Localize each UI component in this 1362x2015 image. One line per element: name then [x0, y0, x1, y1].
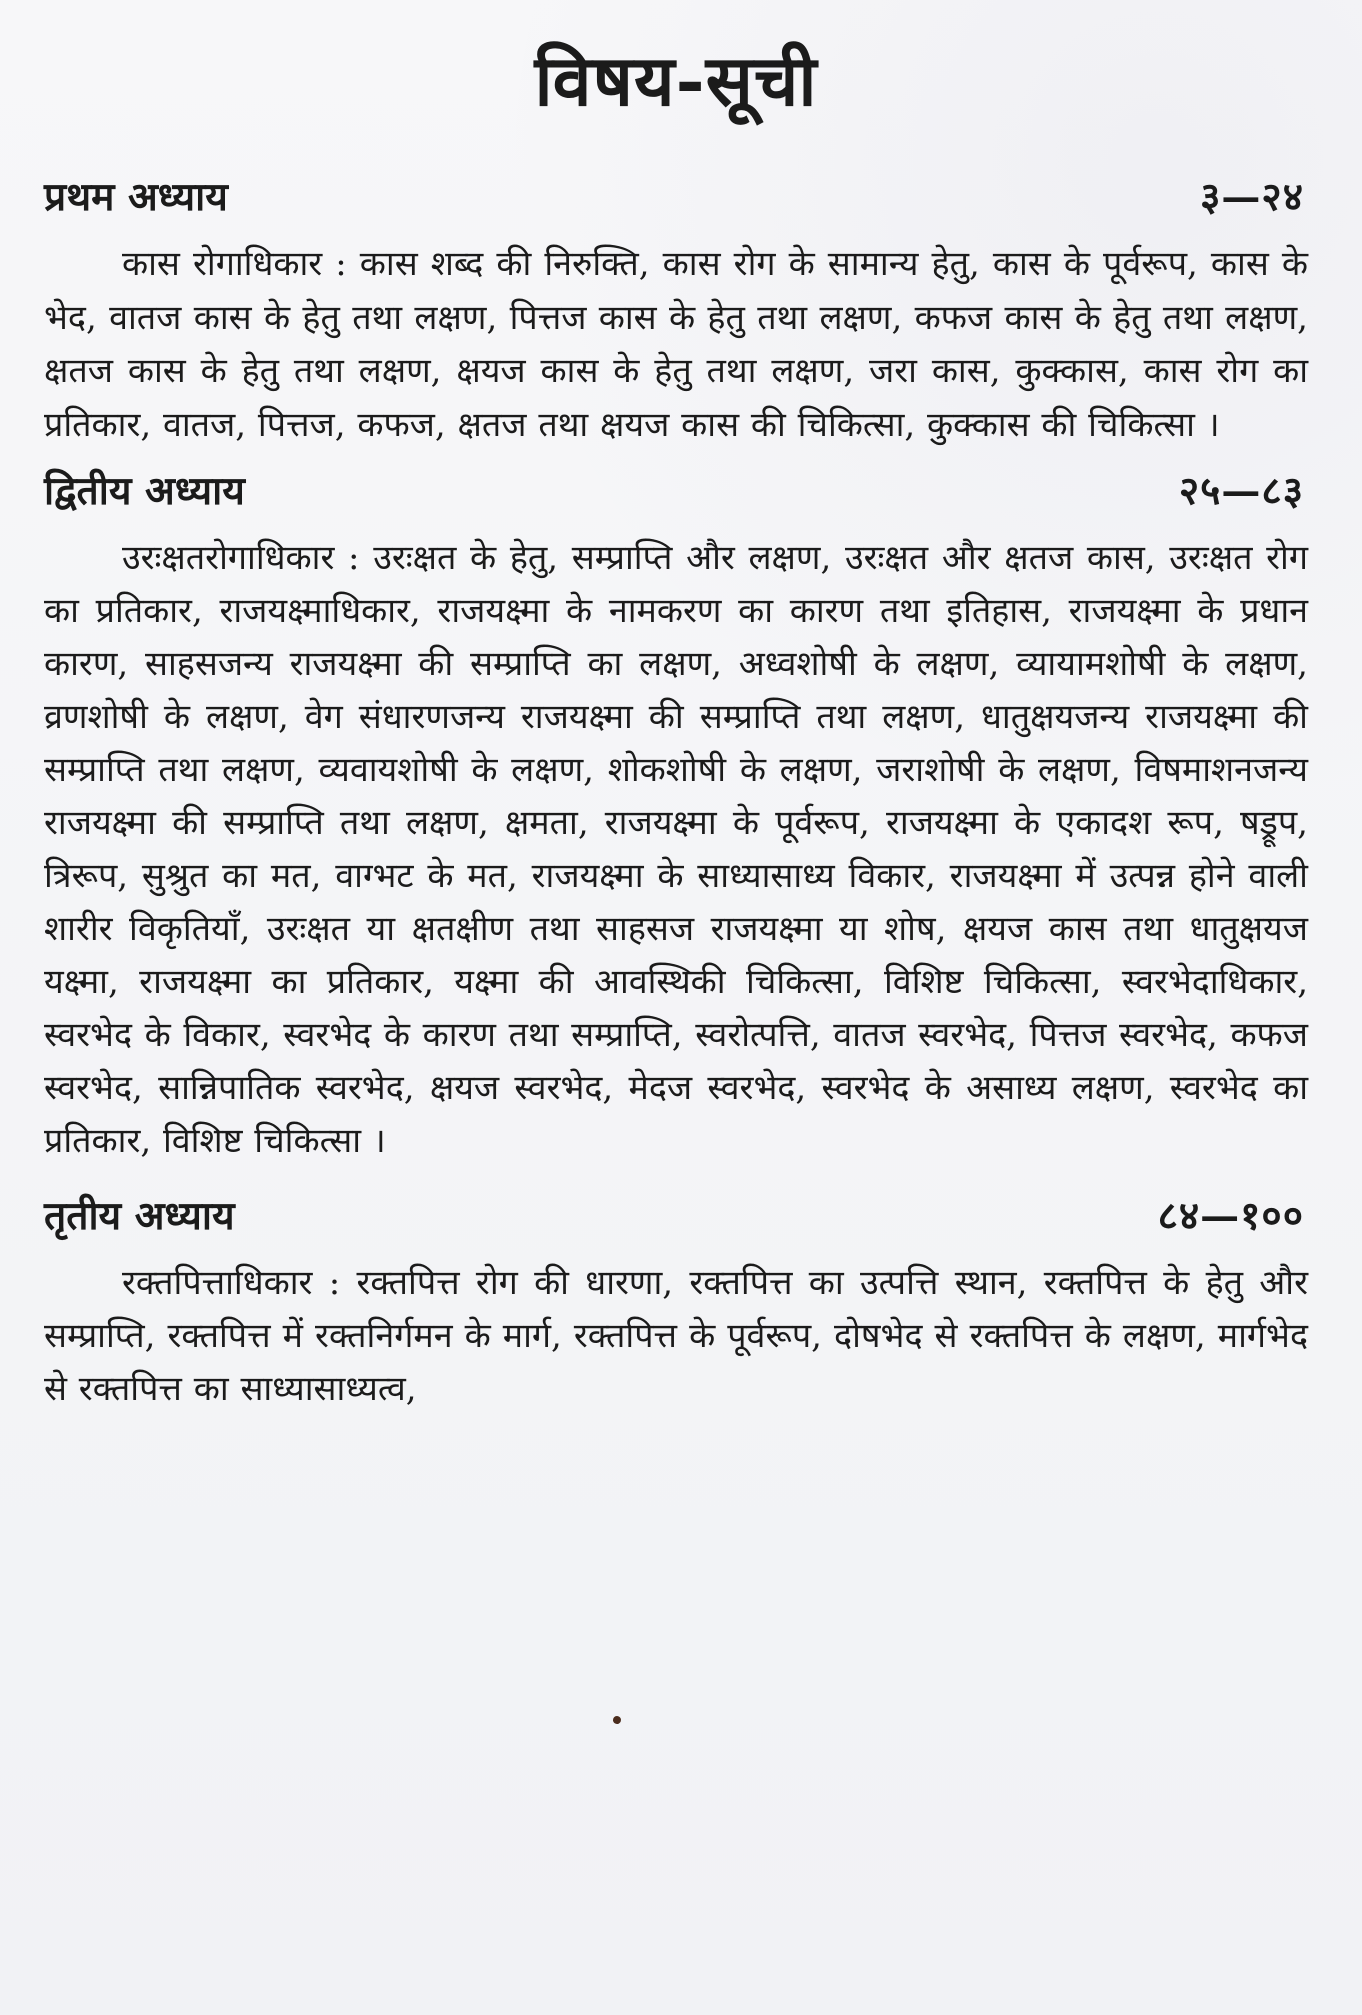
chapter-header — [44, 1193, 1308, 1240]
chapter-header — [44, 467, 1308, 514]
chapter-section-1 — [44, 174, 1308, 453]
chapter-description: कास रोगाधिकार : कास शब्द की निरुक्ति, कास रोग के सामान्य हेतु, कास के पूर्वरूप, कास के भेद, वातज कास के हेतु तथा लक्षण, पित्तज कास के हेतु तथा लक्षण, कफज कास के हेतु तथा लक्षण, क्षतज कास के हेतु तथा लक्षण, क्षयज कास के हेतु तथा लक्षण, जरा कास, कुक्कास, कास रोग का प्रतिकार, वातज, पित्तज, कफज, क्षतज तथा क्षयज कास की चिकित्सा, कुक्कास की चिकित्सा । — [44, 243, 1308, 446]
chapter-description: उरःक्षतरोगाधिकार : उरःक्षत के हेतु, सम्प्राप्ति और लक्षण, उरःक्षत और क्षतज कास, उरःक्षत रोग का प्रतिकार, राजयक्ष्माधिकार, राजयक्ष्मा के नामकरण का कारण तथा इतिहास, राजयक्ष्मा के प्रधान कारण, साहसजन्य राजयक्ष्मा की सम्प्राप्ति का लक्षण, अध्वशोषी के लक्षण, व्यायामशोषी के लक्षण, व्रणशोषी के लक्षण, वेग संधारणजन्य राजयक्ष्मा की सम्प्राप्ति तथा लक्षण, धातुक्षयजन्य राजयक्ष्मा की सम्प्राप्ति तथा लक्षण, व्यवायशोषी के लक्षण, शोकशोषी के लक्षण, जराशोषी के लक्षण, विषमाशनजन्य राजयक्ष्मा की सम्प्राप्ति तथा लक्षण, क्षमता, राजयक्ष्मा के पूर्वरूप, राजयक्ष्मा के एकादश रूप, षड्रूप, त्रिरूप, सुश्रुत का मत, वाग्भट के मत, राजयक्ष्मा के साध्यासाध्य विकार, राजयक्ष्मा में उत्पन्न होने वाली शारीर विकृतियाँ, उरःक्षत या क्षतक्षीण तथा साहसज राजयक्ष्मा या शोष, क्षयज कास तथा धातुक्षयज यक्ष्मा, राजयक्ष्मा का प्रतिकार, यक्ष्मा की आवस्थिकी चिकित्सा, विशिष्ट चिकित्सा, स्वरभेदाधिकार, स्वरभेद के विकार, स्वरभेद के कारण तथा सम्प्राप्ति, स्वरोत्पत्ति, वातज स्वरभेद, पित्तज स्वरभेद, कफज स्वरभेद, सान्निपातिक स्वरभेद, क्षयज स्वरभेद, मेदज स्वरभेद, स्वरभेद के असाध्य लक्षण, स्वरभेद का प्रतिकार, विशिष्ट चिकित्सा । — [44, 537, 1308, 1162]
chapter-section-2 — [44, 467, 1308, 1168]
chapter-title: तृतीय अध्याय — [44, 1193, 235, 1240]
chapter-title: द्वितीय अध्याय — [44, 467, 245, 514]
chapter-title: प्रथम अध्याय — [44, 174, 228, 220]
chapter-description: रक्तपित्ताधिकार : रक्तपित्त रोग की धारणा, रक्तपित्त का उत्पत्ति स्थान, रक्तपित्त के हेतु और सम्प्राप्ति, रक्तपित्त में रक्तनिर्गमन के मार्ग, रक्तपित्त के पूर्वरूप, दोषभेद से रक्तपित्त के लक्षण, मार्गभेद से रक्तपित्त का साध्यासाध्यत्व, — [44, 1263, 1308, 1410]
ink-dot-mark — [612, 1715, 622, 1725]
chapter-page-range: २५—८३ — [1178, 467, 1304, 514]
chapter-header — [44, 174, 1308, 220]
chapter-page-range: ३—२४ — [1200, 174, 1304, 220]
chapter-page-range: ८४—१०० — [1157, 1193, 1304, 1240]
chapter-section-3 — [44, 1193, 1308, 1416]
page-title: विषय-सूची — [534, 39, 818, 122]
